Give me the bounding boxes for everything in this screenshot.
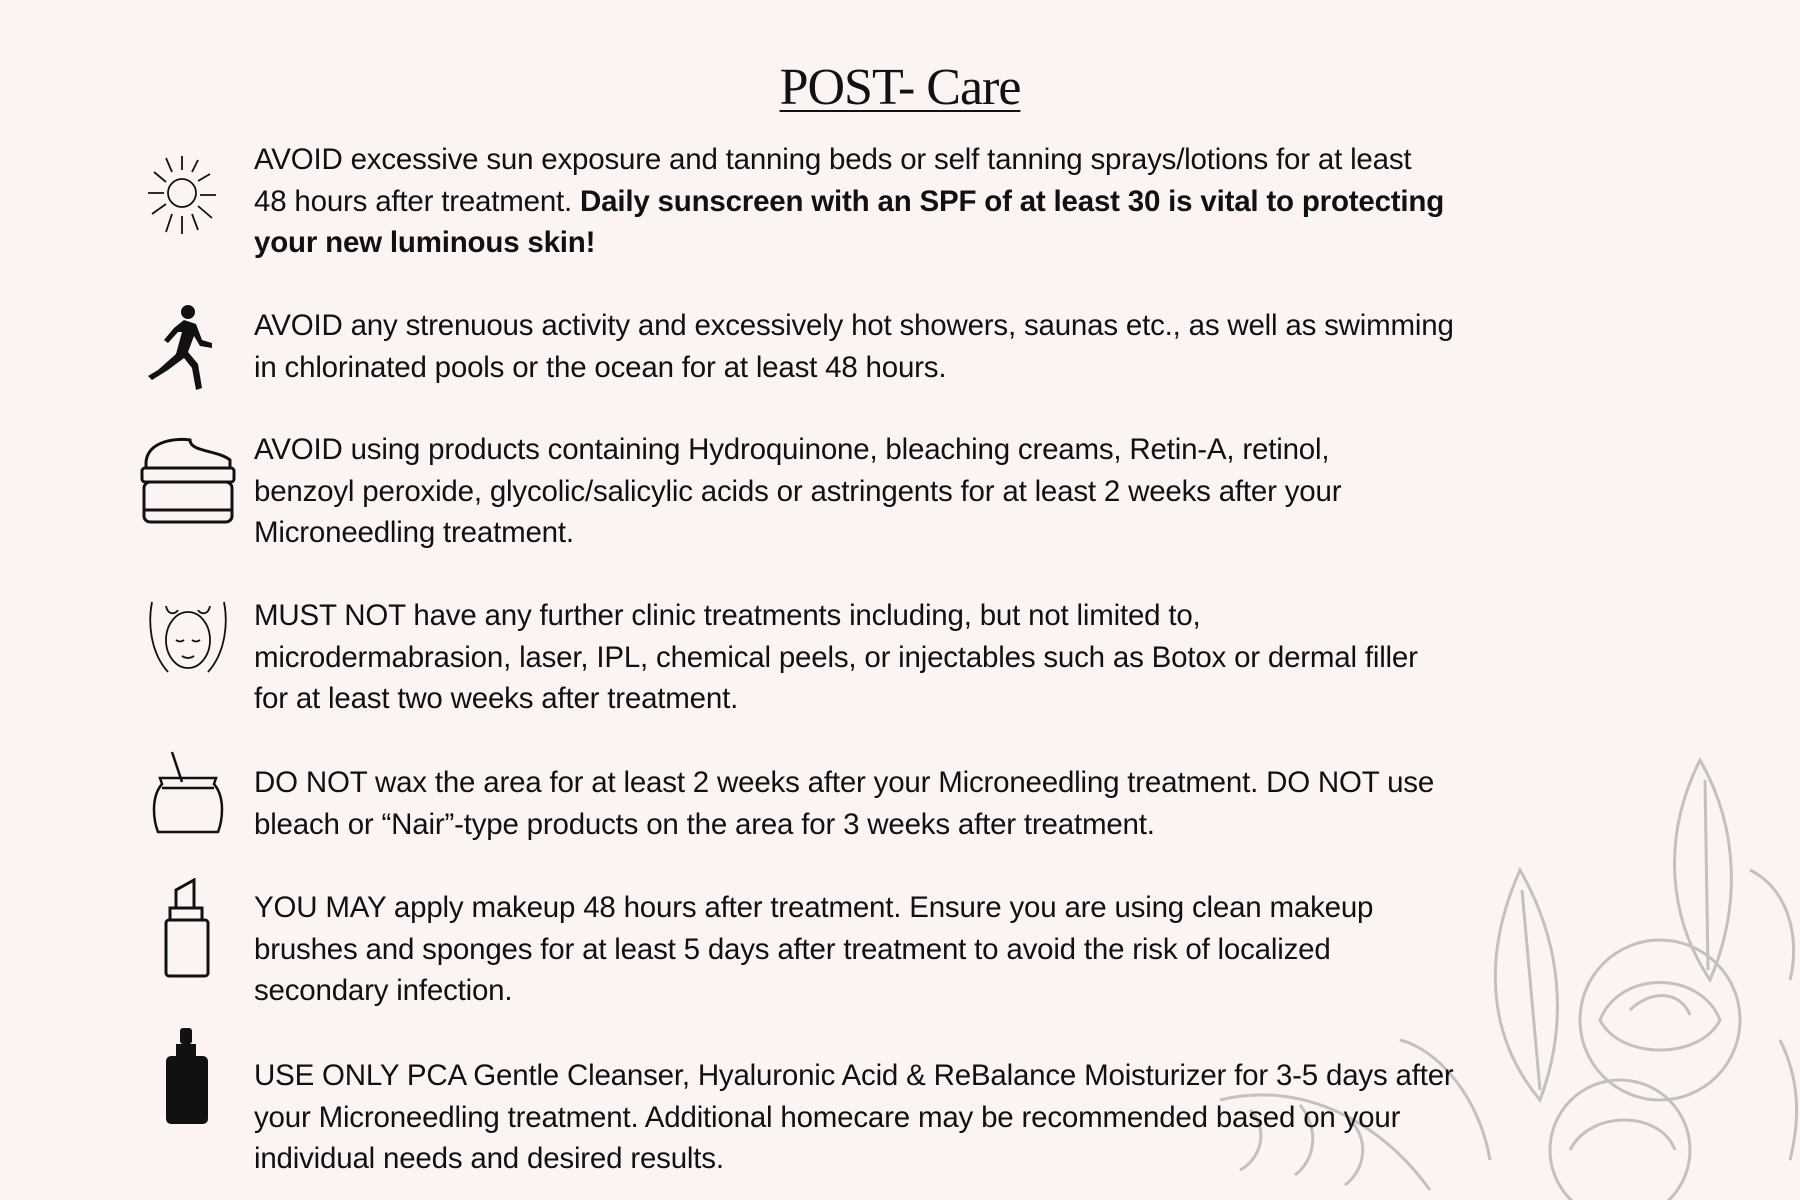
item-line: YOU MAY apply makeup 48 hours after treatment. Ensure you are using clean makeup: [254, 891, 1374, 924]
title-text: POST- Care: [779, 59, 1021, 116]
wax-pot-icon: [138, 748, 238, 848]
item-line: AVOID excessive sun exposure and tanning beds or self tanning sprays/lotions for at least: [254, 143, 1412, 176]
item-line: AVOID using products containing Hydroquinone, bleaching creams, Retin-A, retinol,: [254, 433, 1330, 466]
care-item-homecare: [254, 1055, 1674, 1180]
item-line: AVOID any strenuous activity and excessively hot showers, saunas etc., as well as swimming: [254, 309, 1454, 342]
care-item-sun: [254, 139, 1674, 264]
item-line: [254, 181, 1674, 223]
facial-treatment-icon: [138, 592, 238, 692]
cream-jar-icon: [138, 430, 238, 530]
page-title: [0, 58, 1800, 117]
item-line: DO NOT wax the area for at least 2 weeks after your Microneedling treatment. DO NOT use: [254, 766, 1435, 799]
item-line: secondary infection.: [254, 974, 513, 1007]
runner-icon: [138, 298, 238, 398]
lipstick-icon: [138, 878, 238, 978]
item-line: in chlorinated pools or the ocean for at least 48 hours.: [254, 350, 947, 384]
item-line: brushes and sponges for at least 5 days after treatment to avoid the risk of localized: [254, 932, 1331, 966]
item-line: Microneedling treatment.: [254, 516, 574, 549]
item-text: 48 hours after treatment.: [254, 184, 581, 218]
care-item-products: [254, 429, 1674, 554]
care-item-activity: [254, 305, 1674, 388]
item-line: your Microneedling treatment. Additional homecare may be recommended based on your: [254, 1100, 1401, 1134]
serum-bottle-icon: [138, 1028, 238, 1128]
care-item-clinic: [254, 595, 1674, 720]
item-line: for at least two weeks after treatment.: [254, 682, 739, 715]
care-item-makeup: [254, 887, 1674, 1012]
item-line: USE ONLY PCA Gentle Cleanser, Hyaluronic Acid & ReBalance Moisturizer for 3-5 days after: [254, 1059, 1454, 1092]
item-line: microdermabrasion, laser, IPL, chemical peels, or injectables such as Botox or dermal filler: [254, 640, 1418, 674]
sun-icon: [138, 148, 238, 248]
item-line: individual needs and desired results.: [254, 1142, 724, 1175]
item-bold-text: Daily sunscreen with an SPF of at least 30 is vital to protecting: [580, 184, 1445, 218]
item-line: benzoyl peroxide, glycolic/salicylic acids or astringents for at least 2 weeks after your: [254, 474, 1342, 508]
item-line: bleach or “Nair”-type products on the area for 3 weeks after treatment.: [254, 807, 1155, 841]
item-line: MUST NOT have any further clinic treatments including, but not limited to,: [254, 599, 1201, 632]
item-line: your new luminous skin!: [254, 226, 596, 259]
care-item-wax: [254, 762, 1674, 845]
